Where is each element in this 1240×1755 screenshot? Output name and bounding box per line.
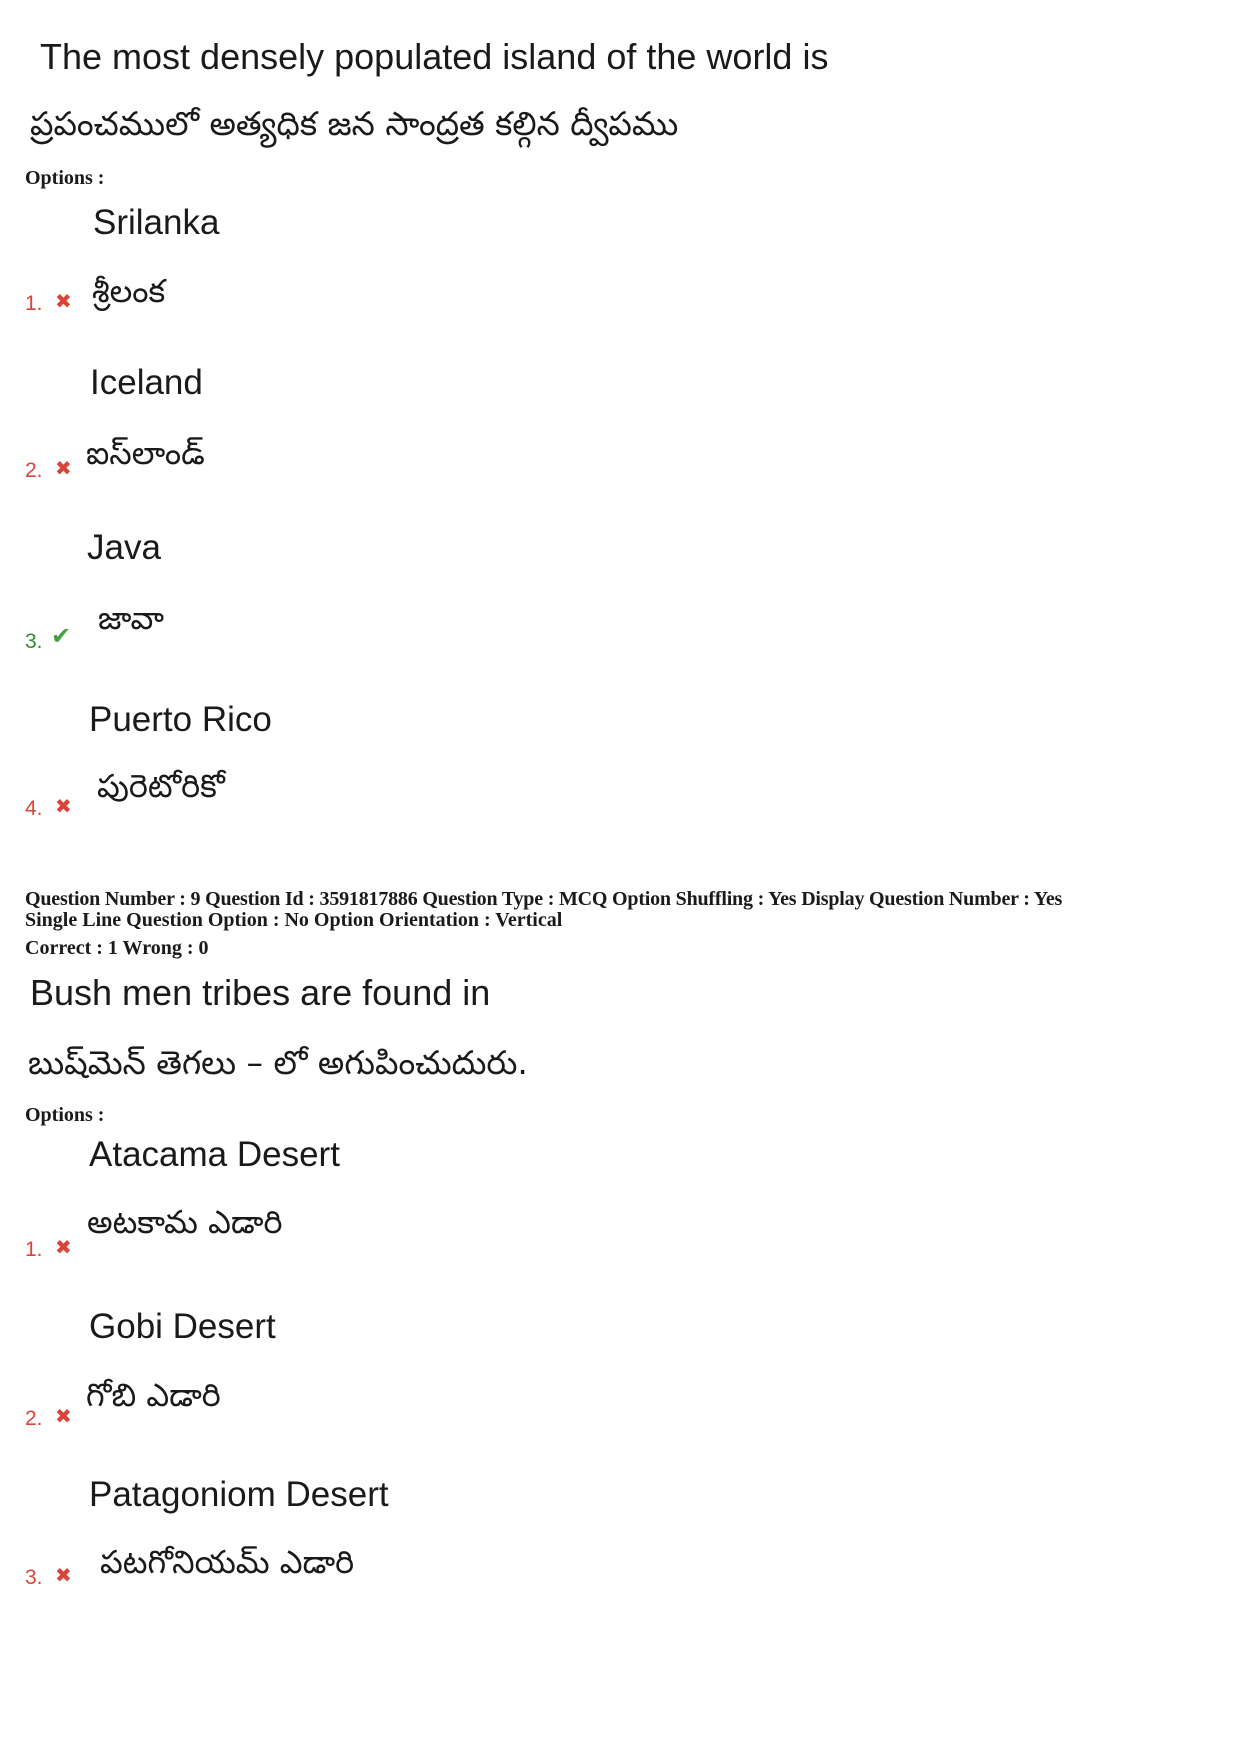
question-8-text-en: The most densely populated island of the world is: [40, 36, 829, 77]
option-label-en: Iceland: [90, 363, 203, 402]
question-8-text-te: ప్రపంచములో అత్యధిక జన సాంద్రత కల్గిన ద్వీపము: [30, 104, 679, 143]
option-number: 1.: [25, 1238, 43, 1261]
option-label-te: పటగోనియమ్ ఎడారి: [100, 1543, 355, 1581]
question-meta-line: Question Number : 9 Question Id : 3591817886 Question Type : MCQ Option Shuffling : Yes Display Question Number : Yes: [25, 888, 1063, 910]
option-number: 2.: [25, 1407, 43, 1430]
cross-icon: ✖: [55, 1404, 72, 1428]
option-label-te: శ్రీలంక: [92, 272, 166, 310]
option-number: 4.: [25, 797, 43, 820]
option-label-te: గోబి ఎడారి: [86, 1376, 221, 1414]
options-label: Options :: [25, 167, 105, 189]
option-number: 3.: [25, 1566, 43, 1589]
score-line: Correct : 1 Wrong : 0: [25, 937, 209, 959]
cross-icon: ✖: [55, 1563, 72, 1587]
check-icon: ✔: [51, 622, 72, 650]
option-label-te: పురెటోరికో: [97, 767, 225, 805]
cross-icon: ✖: [55, 794, 72, 818]
options-label: Options :: [25, 1104, 105, 1126]
option-label-en: Gobi Desert: [89, 1307, 276, 1346]
option-number: 3.: [25, 630, 43, 653]
cross-icon: ✖: [55, 456, 72, 480]
option-label-en: Patagoniom Desert: [89, 1475, 389, 1514]
cross-icon: ✖: [55, 1235, 72, 1259]
option-label-te: ఐస్‌లాండ్: [86, 434, 205, 472]
option-label-en: Atacama Desert: [89, 1135, 340, 1174]
option-number: 1.: [25, 292, 43, 315]
option-label-te: అటకామ ఎడారి: [87, 1203, 283, 1241]
question-9-text-en: Bush men tribes are found in: [30, 972, 491, 1013]
option-label-te: జావా: [98, 599, 165, 637]
option-number: 2.: [25, 459, 43, 482]
option-label-en: Java: [87, 528, 161, 567]
option-label-en: Srilanka: [93, 203, 220, 242]
question-9-text-te: బుష్‌మెన్ తెగలు – లో అగుపించుదురు.: [28, 1043, 528, 1082]
option-label-en: Puerto Rico: [89, 700, 272, 739]
question-meta-line: Single Line Question Option : No Option Orientation : Vertical: [25, 909, 563, 931]
cross-icon: ✖: [55, 289, 72, 313]
